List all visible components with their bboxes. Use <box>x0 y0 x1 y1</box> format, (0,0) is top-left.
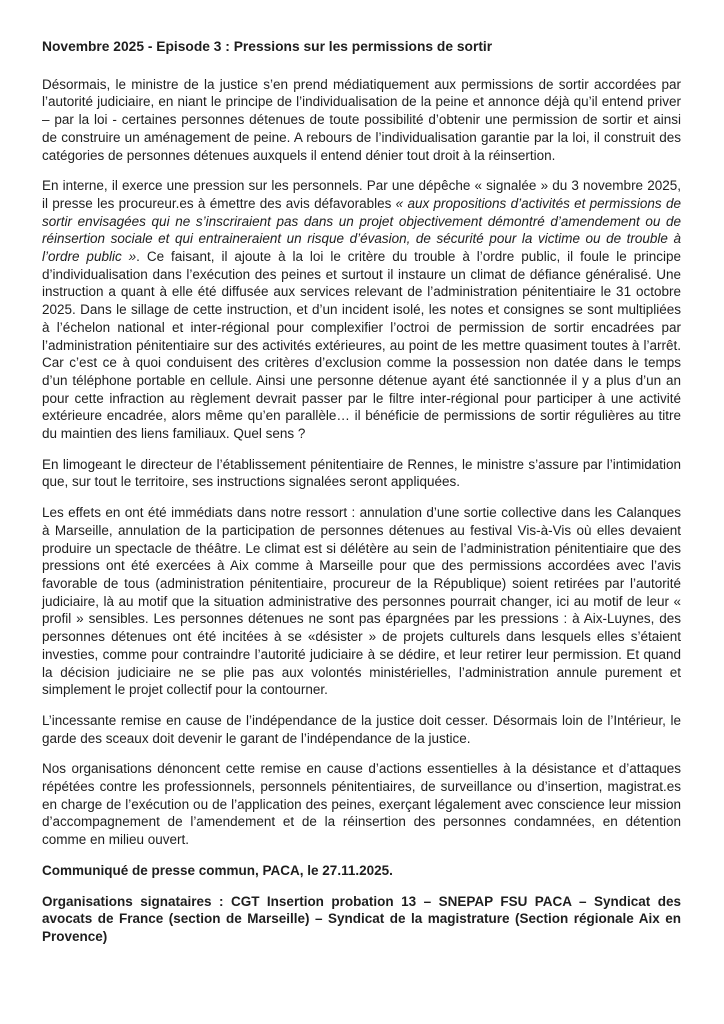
paragraph-independance-justice <box>42 712 681 747</box>
paragraph-ministre-medias <box>42 76 681 165</box>
paragraph-organisations-denoncent <box>42 760 681 849</box>
text-segment: Communiqué de presse commun, PACA, le 27.11.2025. <box>42 862 393 878</box>
paragraph-communique-date <box>42 862 681 880</box>
text-segment: Organisations signataires : CGT Insertion probation 13 – SNEPAP FSU PACA – Syndicat des avocats de France (section de Marseille) – Syndicat de la magistrature (Section régionale Aix en Provence) <box>42 893 681 944</box>
paragraph-effets-ressort <box>42 504 681 699</box>
text-segment: L’incessante remise en cause de l’indépendance de la justice doit cesser. Désormais loin de l’Intérieur, le garde des sceaux doit devenir le garant de l’indépendance de la justice. <box>42 712 681 746</box>
text-segment: En interne, il exerce une pression sur les personnels. Par une dépêche « signalée » du 3 novembre 2025, il presse les procureur.es à émettre des avis défavorables <box>42 178 681 211</box>
document-body <box>42 76 681 946</box>
text-segment: Les effets en ont été immédiats dans notre ressort : annulation d’une sortie collective dans les Calanques à Marseille, annulation de la participation de personnes détenues au festival Vis-à-Vis où elles devaient produire un spectacle de théâtre. Le climat est si délétère au sein de l’administration pénitentiaire que des pressions ont été exercées à Aix comme à Marseille pour que des permissions accordées avec l’avis favorable de tous (administration pénitentiaire, procureur de la République) soient retirées par l’autorité judiciaire, là au motif que la situation administrative des personnes pourrait changer, ici au motif de leur « profil » sensibles. Les personnes détenues ne sont pas épargnées par les pressions : à Aix-Luynes, des personnes détenues ont été incitées à se «désister » de projets culturels dans lesquels elles s’étaient investies, comme pour contraindre l’autorité judiciaire à se dédire, et leur retirer leur permission. Et quand la décision judiciaire ne se plie pas aux volontés ministérielles, l’administration annule purement et simplement le projet collectif pour la contourner. <box>42 505 681 698</box>
text-segment: Désormais, le ministre de la justice s’en prend médiatiquement aux permissions de sortir accordées par l’autorité judiciaire, en niant le principe de l’individualisation de la peine et annonce déjà qu’il entend priver – par la loi - certaines personnes détenues de toute possibilité d’obtenir une permission de sortir et ainsi de construire un aménagement de peine. A rebours de l’individualisation garantie par la loi, il construit des catégories de personnes détenues auxquels il entend dénier tout droit à la réinsertion. <box>42 76 681 163</box>
text-segment: En limogeant le directeur de l’établissement pénitentiaire de Rennes, le ministre s’assure par l’intimidation que, sur tout le territoire, ses instructions signalées seront appliquées. <box>42 456 681 490</box>
paragraph-pression-personnels <box>42 177 681 443</box>
paragraph-signataires <box>42 893 681 946</box>
text-segment: . Ce faisant, il ajoute à la loi le critère du trouble à l’ordre public, il foule le principe d’individualisation dans l’exécution des peines et surtout il instaure un climat de défiance généralisé. Une instruction a quant à elle été diffusée aux services relevant de l’administration pénitentiaire le 31 octobre 2025. Dans le sillage de cette instruction, et d’un incident isolé, les notes et consignes se sont multipliées à l’échelon national et inter-régional pour complexifier l’octroi de permission de sortir encadrées par l’administration pénitentiaire sur des activités extérieures, au point de les mettre quasiment toutes à l’arrêt. Car c’est ce à quoi conduisent des critères d’exclusion comme la possession non datée dans le temps d’un téléphone portable en cellule. Ainsi une personne détenue ayant été sanctionnée il y a plus d’un an pour cette infraction au règlement devrait passer par le filtre inter-régional pour participer à une activité extérieure encadrée, alors même qu’en parallèle… il bénéficie de permissions de sortir régulières au titre du maintien des liens familiaux. Quel sens ? <box>42 249 681 442</box>
document-title: Novembre 2025 - Episode 3 : Pressions sur les permissions de sortir <box>42 39 493 54</box>
quoted-italic-text: « aux propositions d’activités et permissions de sortir envisagées qui ne s’inscriraient pas dans un projet objectivement démontré d’amendement ou de réinsertion sociale et qui entraineraient un risque d’évasion, de sécurité pour la victime ou de trouble à l’ordre public » <box>42 195 681 265</box>
text-segment: Nos organisations dénoncent cette remise en cause d’actions essentielles à la désistance et d’attaques répétées contre les professionnels, personnels pénitentiaires, de surveillance ou d’insertion, magistrat.es en charge de l’exécution ou de l’application des peines, exerçant légalement avec conscience leur mission d’accompagnement de l’amendement et de la réinsertion des personnes condamnées, en détention comme en milieu ouvert. <box>42 761 681 848</box>
paragraph-limogeage-rennes <box>42 456 681 491</box>
